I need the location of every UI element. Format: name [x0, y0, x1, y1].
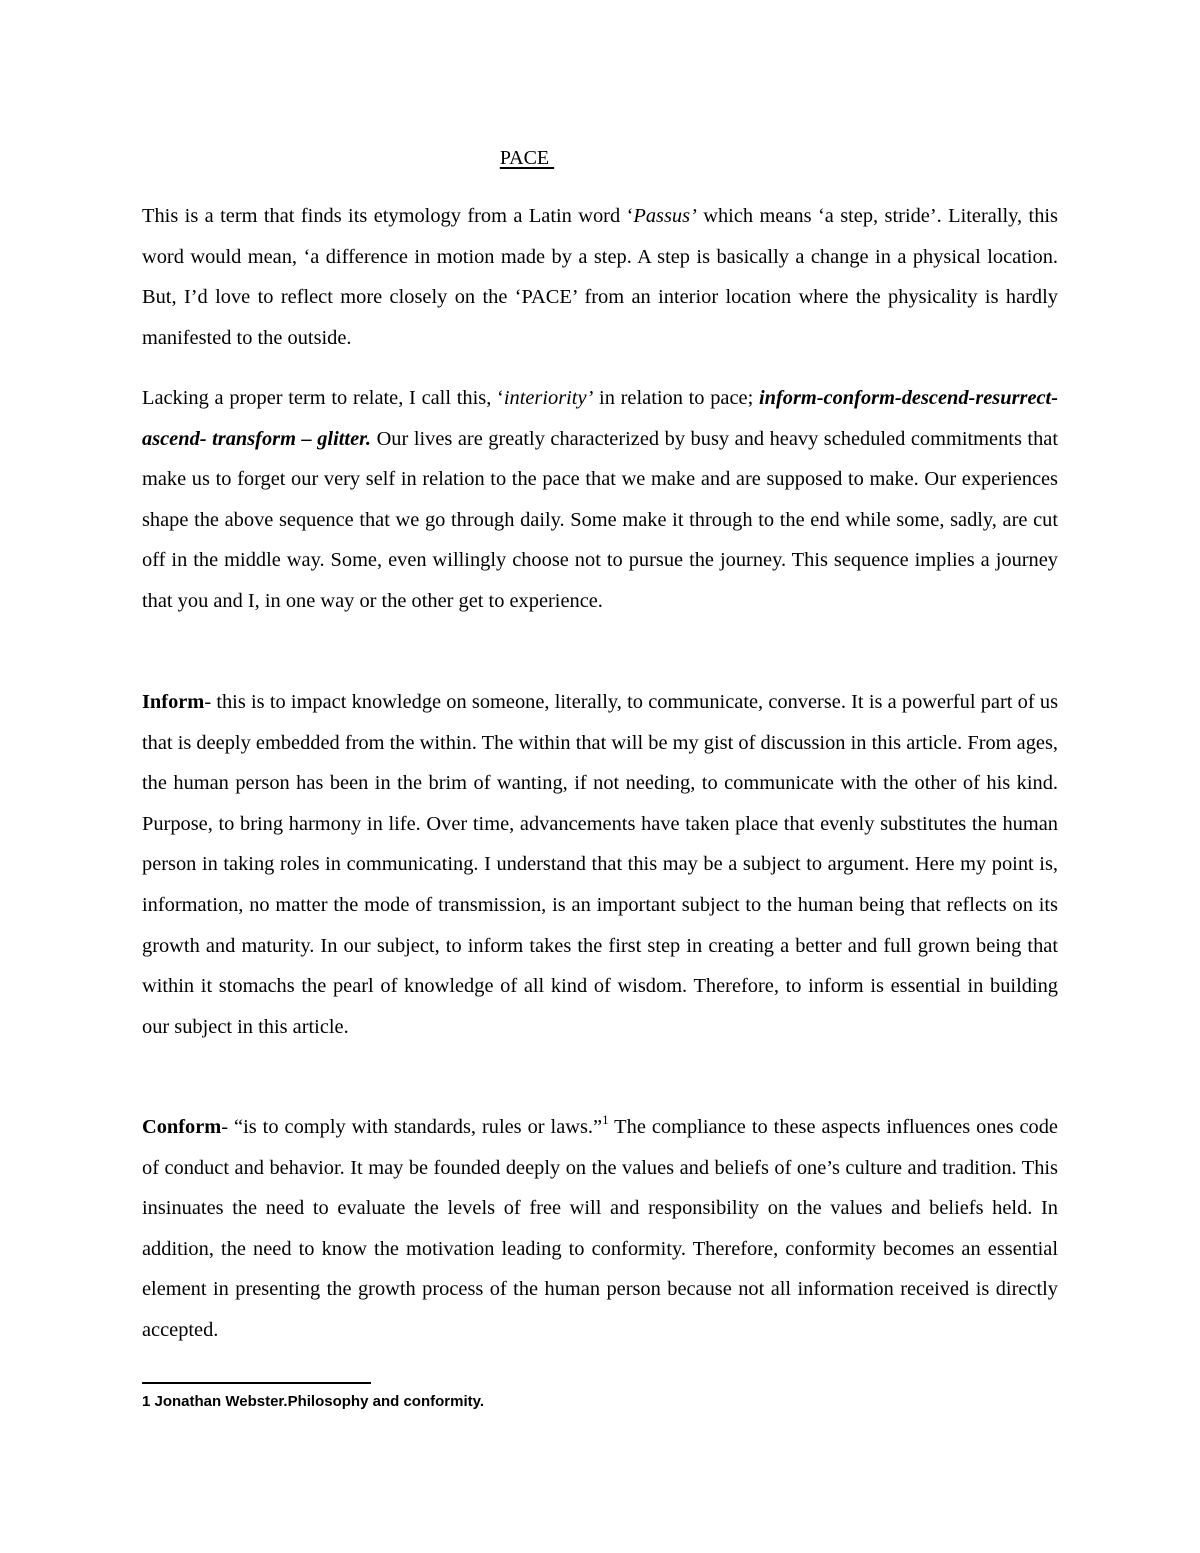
paragraph-text: - this is to impact knowledge on someone, literally, to communicate, converse. It is a powerful part of us that is deeply embedded from the within. The within that will be my gist of discussion in this article. From ages, the human person has been in the brim of wanting, if not needing, to communicate with the other of his kind. Purpose, to bring harmony in life. Over time, advancements have taken place that evenly substitutes the human person in taking roles in communicating. I understand that this may be a subject to argument. Here my point is, information, no matter the mode of transmission, is an important subject to the human being that reflects on its growth and maturity. In our subject, to inform takes the first step in creating a better and full grown being that within it stomachs the pearl of knowledge of all kind of wisdom. Therefore, to inform is essential in building our subject in this article.: [142, 691, 1058, 1038]
paragraph-intro: [142, 196, 1058, 358]
footnote-text: 1 Jonathan Webster.Philosophy and conformity.: [142, 1393, 484, 1410]
document-page: [142, 0, 1058, 1553]
paragraph-text: Our lives are greatly characterized by busy and heavy scheduled commitments that make us to forget our very self in relation to the pace that we make and are supposed to make. Our experiences shape the above sequence that we go through daily. Some make it through to the end while some, sadly, are cut off in the middle way. Some, even willingly choose not to pursue the journey. This sequence implies a journey that you and I, in one way or the other get to experience.: [142, 427, 1058, 612]
footnote-separator: [142, 1382, 371, 1384]
latin-term-passus: Passus’: [633, 205, 697, 227]
heading-inform: Inform: [142, 691, 205, 713]
sequence-phrase: inform-conform-descend-resurrect-ascend- transform – glitter.: [142, 387, 1059, 450]
paragraph-text: in relation to pace;: [593, 387, 759, 409]
heading-conform: Conform: [142, 1116, 222, 1138]
paragraph-text: This is a term that finds its etymology from a Latin word ‘: [142, 205, 634, 227]
paragraph-conform: [142, 1107, 1058, 1351]
paragraph-interiority: [142, 378, 1058, 622]
paragraph-text: - “is to comply with standards, rules or laws.”: [221, 1116, 603, 1138]
paragraph-text: which means ‘a step, stride’. Literally, this word would mean, ‘a difference in motion made by a step. A step is basically a change in a physical location. But, I’d love to reflect more closely on the ‘PACE’ from an interior location where the physicality is hardly manifested to the outside.: [142, 205, 1058, 349]
paragraph-text: The compliance to these aspects influences ones code of conduct and behavior. It may be founded deeply on the values and beliefs of one’s culture and tradition. This insinuates the need to evaluate the levels of free will and responsibility on the values and beliefs held. In addition, the need to know the motivation leading to conformity. Therefore, conformity becomes an essential element in presenting the growth process of the human person because not all information received is directly accepted.: [142, 1116, 1058, 1341]
term-interiority: interiority’: [503, 387, 594, 409]
page-title: PACE: [499, 147, 555, 169]
paragraph-inform: [142, 682, 1058, 1047]
footnote-reference[interactable]: 1: [602, 1112, 609, 1127]
paragraph-text: Lacking a proper term to relate, I call this, ‘: [142, 387, 504, 409]
